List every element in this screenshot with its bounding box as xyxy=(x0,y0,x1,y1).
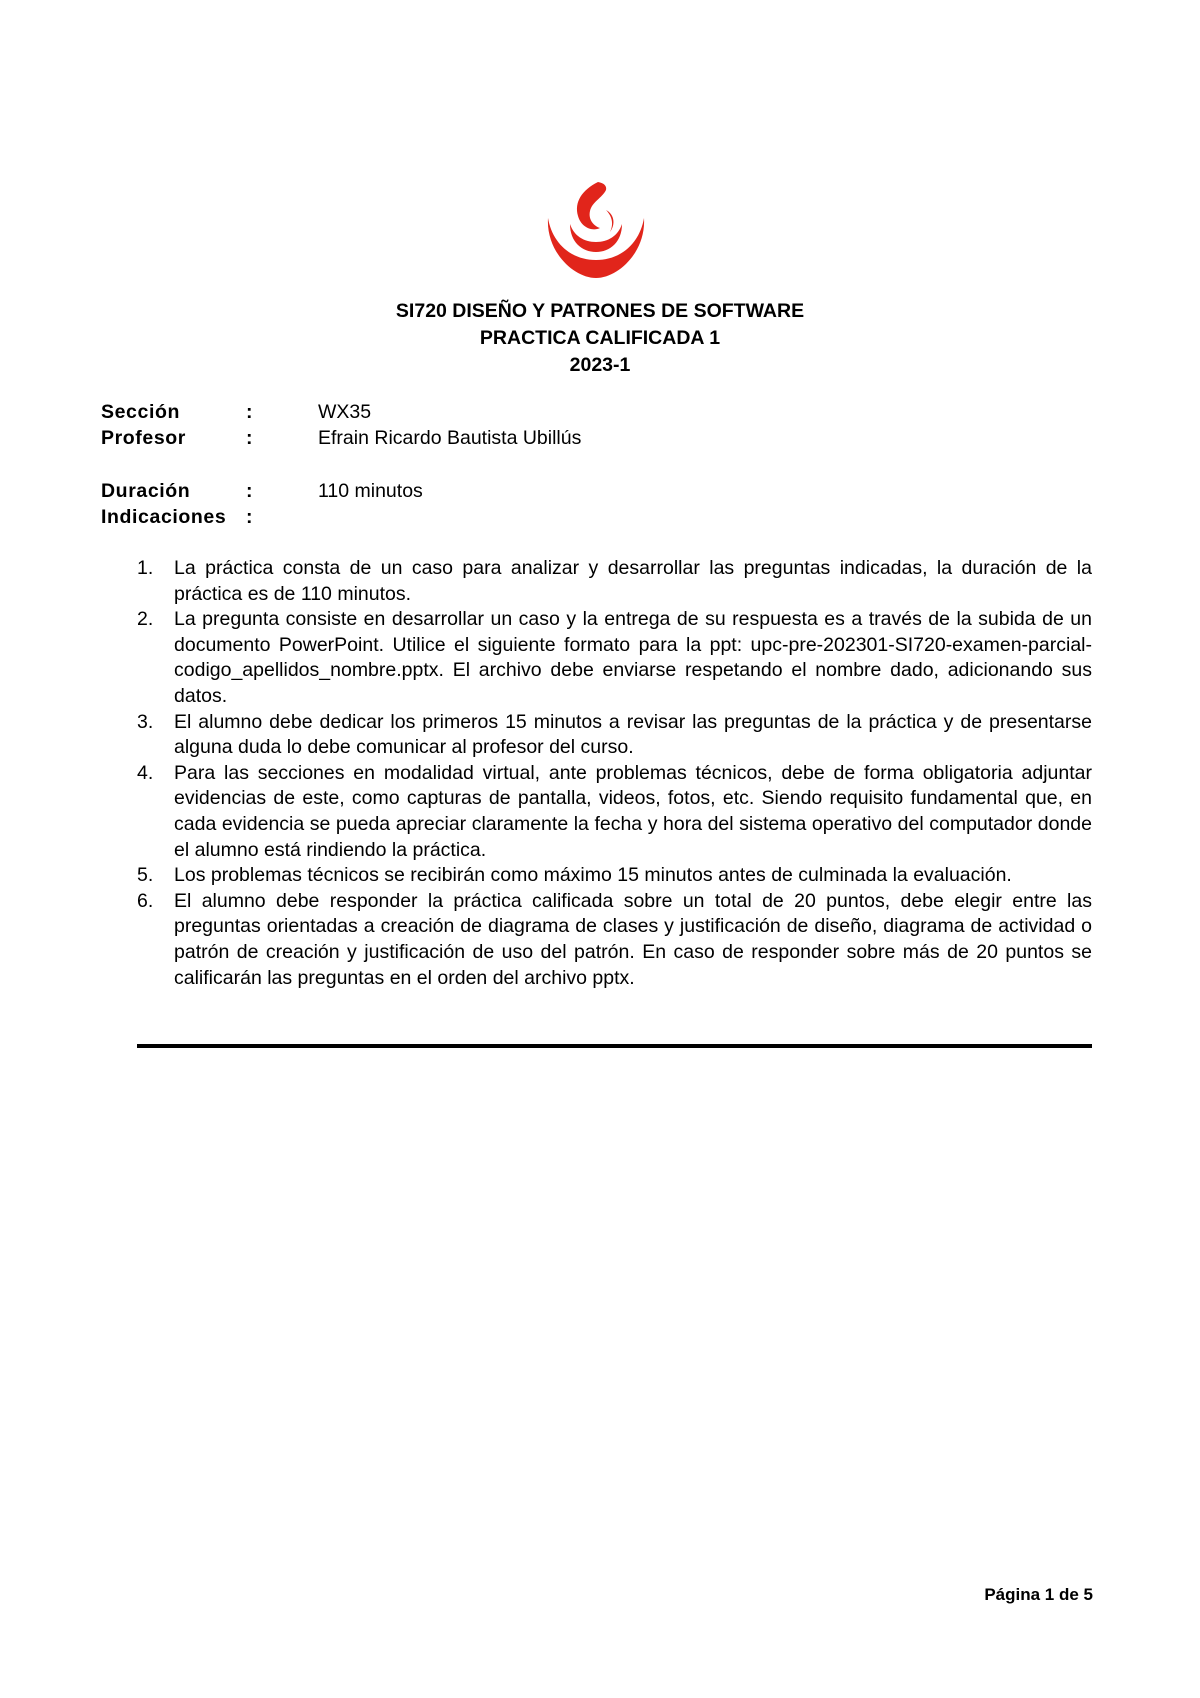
list-item xyxy=(137,607,1092,709)
seccion-label: Sección xyxy=(101,401,180,423)
profesor-colon: : xyxy=(246,427,253,449)
list-item-text: La práctica consta de un caso para analizar y desarrollar las preguntas indicadas, la duración de la práctica es de 110 minutos. xyxy=(174,557,1092,605)
indicaciones-label: Indicaciones xyxy=(101,506,227,528)
seccion-value: WX35 xyxy=(318,401,372,423)
list-item-number: 3. xyxy=(137,710,154,733)
section-divider xyxy=(137,1044,1092,1048)
list-item-number: 4. xyxy=(137,761,154,784)
list-item-number: 2. xyxy=(137,608,154,631)
profesor-label: Profesor xyxy=(101,427,186,449)
page-number: Página 1 de 5 xyxy=(984,1585,1093,1604)
course-title: SI720 DISEÑO Y PATRONES DE SOFTWARE xyxy=(395,300,805,322)
seccion-colon: : xyxy=(246,401,253,423)
list-item-number: 1. xyxy=(137,557,154,579)
list-item-text: El alumno debe dedicar los primeros 15 minutos a revisar las preguntas de la práctica y de presentarse alguna duda lo debe comunicar al profesor del curso. xyxy=(174,710,1092,759)
duracion-colon: : xyxy=(246,480,253,502)
duracion-value: 110 minutos xyxy=(318,480,423,502)
document-title xyxy=(0,298,1200,379)
list-item-text: Para las secciones en modalidad virtual, ante problemas técnicos, debe de forma obligatoria adjuntar evidencias de este, como capturas de pantalla, videos, fotos, etc. Siendo requisito fundamental que, en cada evidencia se pueda apreciar claramente la fecha y hora del sistema operativo del computador donde el alumno está rindiendo la práctica. xyxy=(174,761,1092,861)
list-item-number: 6. xyxy=(137,889,154,912)
indicaciones-colon: : xyxy=(246,506,253,528)
list-item xyxy=(137,710,1092,761)
list-item-text: La pregunta consiste en desarrollar un caso y la entrega de su respuesta es a través de la subida de un documento PowerPoint. Utilice el siguiente formato para la ppt: upc-pre-202301-SI720-examen-parcial-codigo_apellidos_nombre.pptx. El archivo debe enviarse respetando el nombre dado, adicionando sus datos. xyxy=(174,608,1092,707)
list-item-text: Los problemas técnicos se recibirán como máximo 15 minutos antes de culminada la evaluación. xyxy=(174,864,1012,887)
list-item xyxy=(137,556,1092,607)
list-item xyxy=(137,889,1092,991)
profesor-value: Efrain Ricardo Bautista Ubillús xyxy=(318,427,582,449)
upc-flame-logo-icon xyxy=(544,180,648,280)
exam-title: PRACTICA CALIFICADA 1 xyxy=(479,327,721,349)
indications-list xyxy=(137,556,1092,991)
list-item xyxy=(137,863,1092,889)
list-item-number: 5. xyxy=(137,864,154,887)
list-item-text: El alumno debe responder la práctica calificada sobre un total de 20 puntos, debe elegir entre las preguntas orientadas a creación de diagrama de clases y justificación de diseño, diagrama de actividad o patrón de creación y justificación de uso del patrón. En caso de responder sobre más de 20 puntos se calificarán las preguntas en el orden del archivo pptx. xyxy=(174,889,1092,989)
list-item xyxy=(137,761,1092,863)
term-title: 2023-1 xyxy=(569,354,631,376)
duracion-label: Duración xyxy=(101,480,191,502)
